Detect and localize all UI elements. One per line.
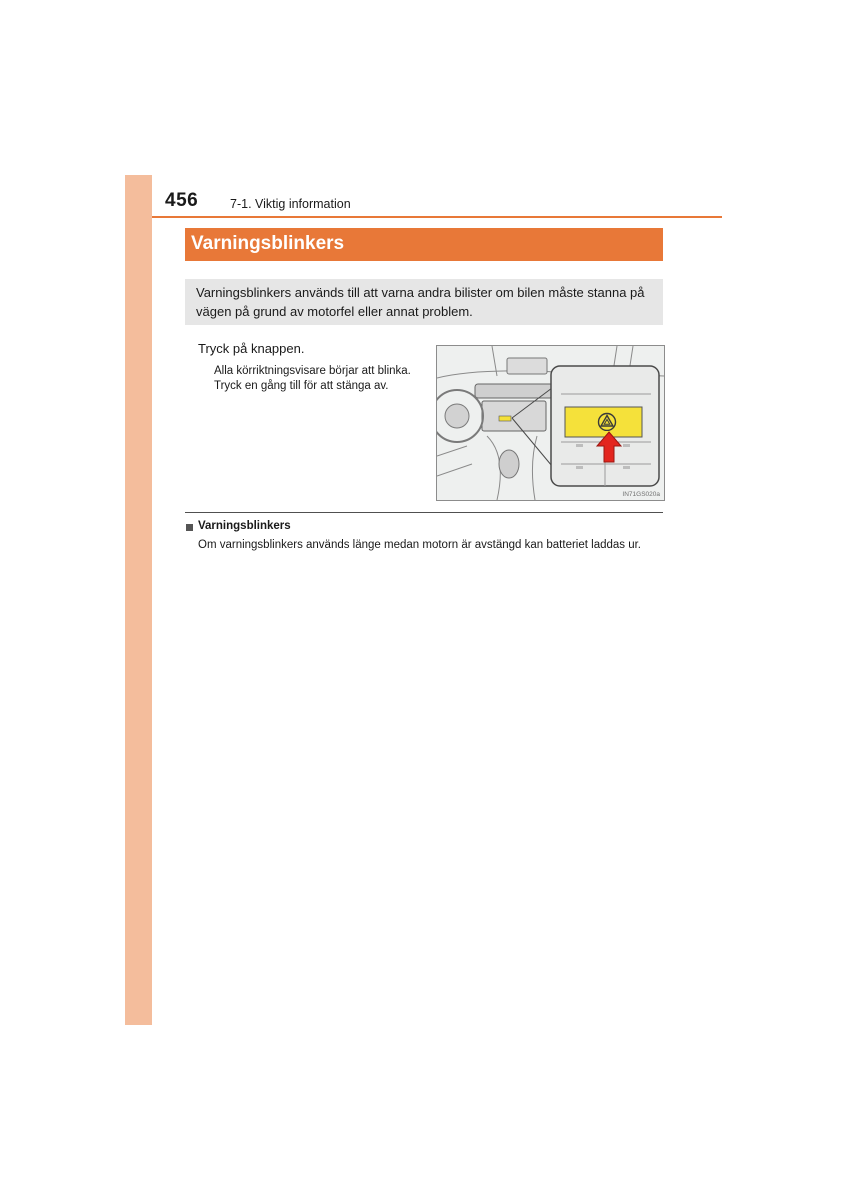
figure-code: IN71GS020a (622, 491, 660, 498)
dashboard-illustration (436, 345, 665, 501)
intro-text: Varningsblinkers används till att varna andra bilister om bilen måste stanna på vägen på grund av motorfel eller annat problem. (196, 285, 645, 319)
instruction-detail: Tryck en gång till för att stänga av. (214, 379, 389, 392)
instruction-step: Tryck på knappen. (198, 341, 305, 356)
note-heading: Varningsblinkers (198, 520, 291, 532)
instruction-details (214, 364, 429, 393)
square-bullet-icon (186, 524, 193, 531)
red-arrow-icon (596, 431, 622, 463)
side-margin-band (125, 175, 152, 1025)
section-title: Varningsblinkers (191, 233, 345, 254)
note-body: Om varningsblinkers används länge medan motorn är avstängd kan batteriet laddas ur. (198, 539, 642, 551)
section-title-bar (185, 228, 663, 261)
intro-box (185, 279, 663, 325)
section-reference: 7-1. Viktig information (230, 197, 351, 211)
hazard-triangle-icon (596, 411, 618, 431)
instruction-detail: Alla körriktningsvisare börjar att blinka. (214, 365, 411, 377)
page-number: 456 (165, 190, 199, 211)
header-rule (152, 216, 722, 218)
dashboard-drawing (437, 346, 664, 500)
section-divider (185, 512, 663, 513)
